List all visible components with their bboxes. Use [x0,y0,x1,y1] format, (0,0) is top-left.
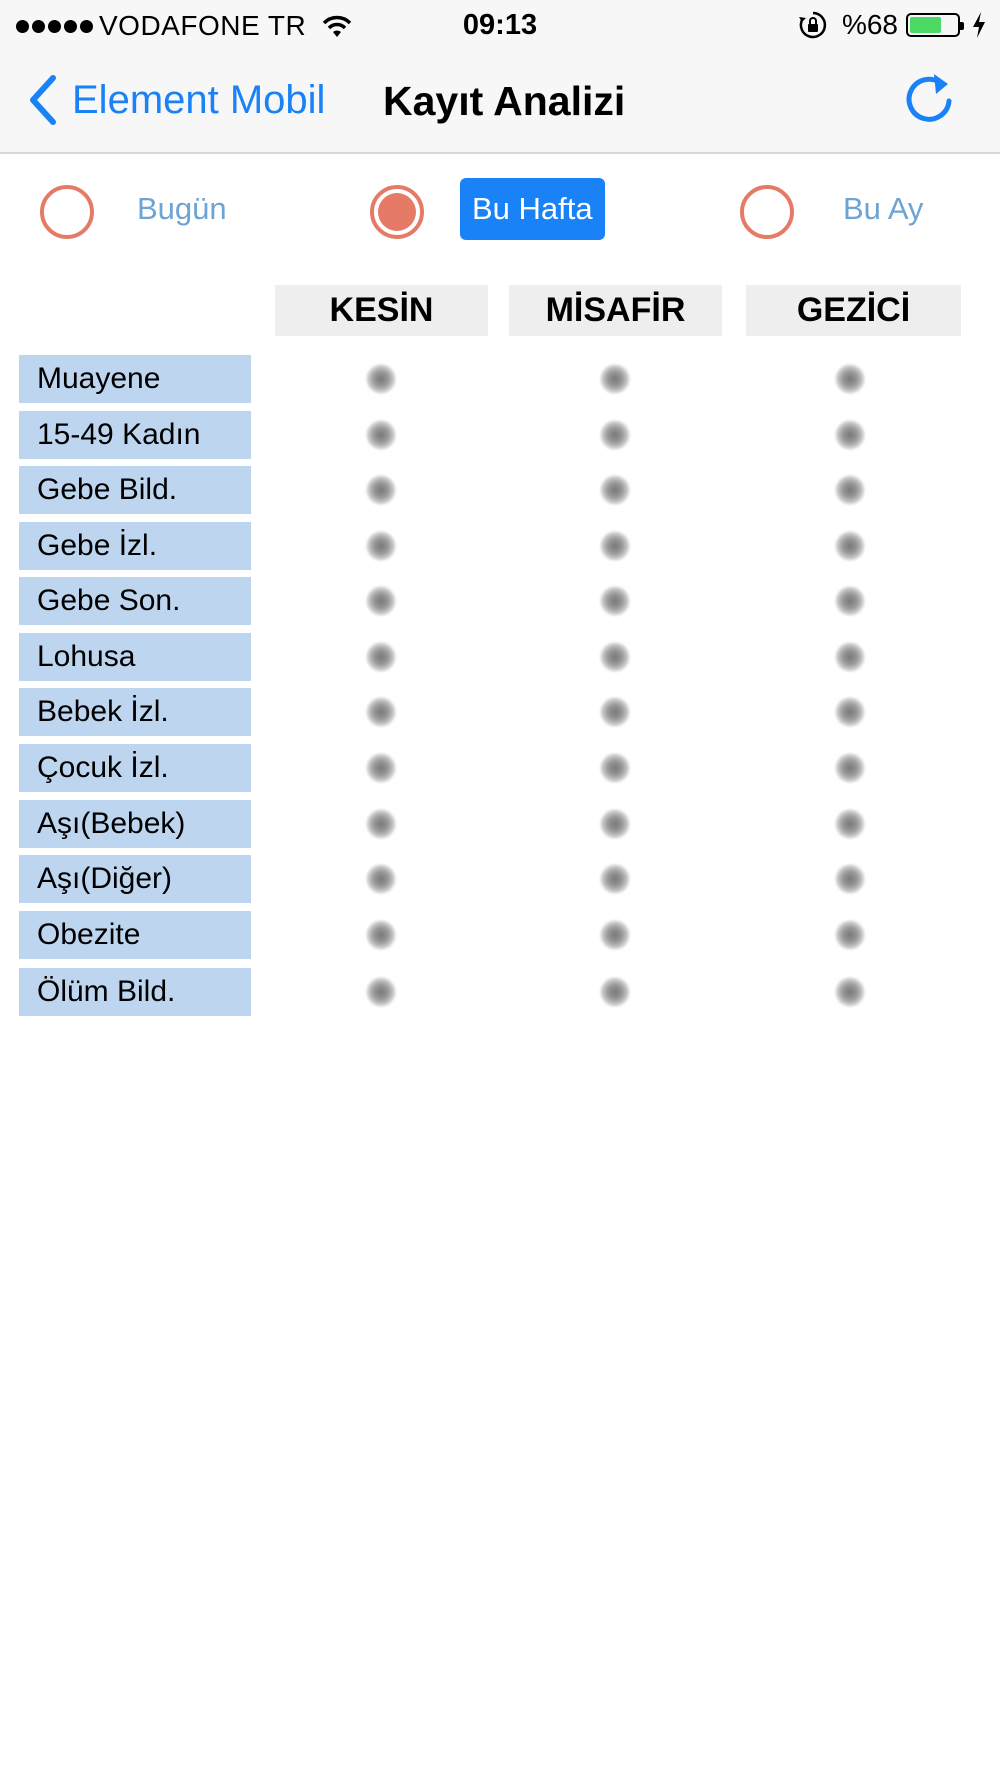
table-cell-value [366,420,396,450]
period-label-today[interactable]: Bugün [137,191,227,226]
table-cell-value [366,364,396,394]
row-label: Muayene [19,355,251,403]
status-time: 09:13 [462,9,538,41]
navigation-bar [0,50,1000,154]
table-cell-value [835,977,865,1007]
chevron-left-icon [28,74,58,126]
table-cell-value [366,753,396,783]
table-cell-value [600,642,630,672]
radio-this-month[interactable] [740,185,794,239]
table-cell-value [600,364,630,394]
table-cell-value [600,586,630,616]
status-right [798,8,988,42]
row-label: Obezite [19,911,251,959]
table-cell-value [600,531,630,561]
row-label: Bebek İzl. [19,688,251,736]
row-label: Çocuk İzl. [19,744,251,792]
period-label-this-month[interactable]: Bu Ay [843,191,924,226]
table-cell-value [600,420,630,450]
row-label: Aşı(Diğer) [19,855,251,903]
column-header-gezici: GEZİCİ [746,285,961,336]
row-label: Lohusa [19,633,251,681]
table-cell-value [835,809,865,839]
table-cell-value [835,753,865,783]
column-header-kesin: KESİN [275,285,488,336]
back-button-label: Element Mobil [72,77,326,122]
period-label-this-week[interactable]: Bu Hafta [460,178,605,240]
table-cell-value [366,642,396,672]
carrier-name: VODAFONE TR [99,10,307,41]
row-label: Aşı(Bebek) [19,800,251,848]
row-label: Gebe Son. [19,577,251,625]
table-cell-value [835,420,865,450]
table-cell-value [835,475,865,505]
table-cell-value [366,809,396,839]
table-cell-value [366,864,396,894]
table-cell-value [366,586,396,616]
column-header-misafir: MİSAFİR [509,285,722,336]
row-label: Gebe Bild. [19,466,251,514]
status-bar [0,0,1000,50]
table-cell-value [600,475,630,505]
table-cell-value [835,864,865,894]
table-cell-value [835,697,865,727]
table-cell-value [835,586,865,616]
refresh-icon[interactable] [900,70,958,128]
table-cell-value [366,475,396,505]
table-cell-value [366,977,396,1007]
battery-icon [906,13,960,37]
table-cell-value [835,642,865,672]
table-cell-value [835,920,865,950]
table-cell-value [600,697,630,727]
table-cell-value [600,977,630,1007]
table-cell-value [600,920,630,950]
row-label: 15-49 Kadın [19,411,251,459]
radio-today[interactable] [40,185,94,239]
table-cell-value [366,920,396,950]
back-button[interactable] [28,74,325,126]
row-label: Gebe İzl. [19,522,251,570]
row-label: Ölüm Bild. [19,968,251,1016]
table-cell-value [600,753,630,783]
table-cell-value [366,697,396,727]
page-title: Kayıt Analizi [383,78,626,124]
table-cell-value [600,809,630,839]
table-cell-value [835,364,865,394]
charging-bolt-icon [970,11,988,39]
battery-level-fill [910,17,941,33]
table-cell-value [366,531,396,561]
table-cell-value [835,531,865,561]
period-selector [0,178,1000,244]
rotation-lock-icon [798,10,828,40]
table-cell-value [600,864,630,894]
battery-percent: %68 [841,9,898,40]
radio-this-week[interactable] [370,185,424,239]
